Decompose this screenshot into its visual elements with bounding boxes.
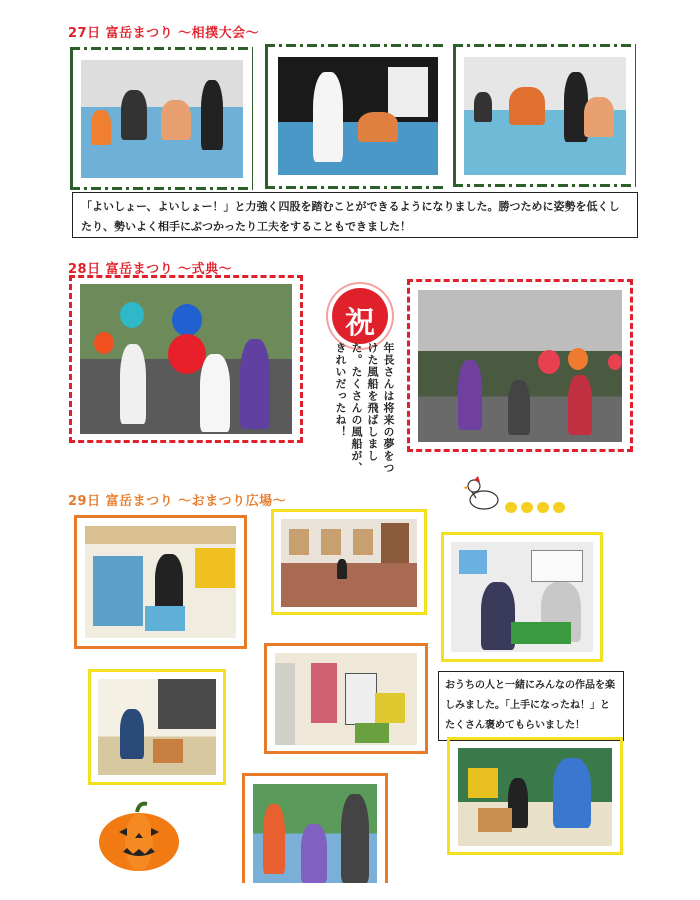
photo-frame-sumo-2 <box>265 44 447 189</box>
balloon-icon <box>120 302 144 328</box>
photo-frame-festival-6 <box>447 737 623 855</box>
caption-ceremony: 年長さんは将来の夢をつけた風船を飛ばしました。たくさんの風船が、きれいだったね！ <box>334 342 395 474</box>
photo-frame-festival-2 <box>271 509 427 615</box>
photo-festival-1 <box>85 526 236 638</box>
bird-icon <box>462 476 502 512</box>
photo-sumo-1 <box>81 60 243 178</box>
photo-frame-ceremony-1 <box>69 275 303 443</box>
badge-label: 祝 <box>345 306 375 341</box>
photo-ceremony-2 <box>418 290 622 442</box>
photo-festival-2 <box>281 519 417 607</box>
section-heading-ceremony: 28日 富岳まつり ～式典～ <box>68 262 233 277</box>
section-heading-festival-square: 29日 富岳まつり ～おまつり広場～ <box>68 494 287 509</box>
photo-festival-3 <box>451 542 593 652</box>
photo-ceremony-1 <box>80 284 292 434</box>
photo-festival-4 <box>98 679 216 775</box>
photo-sumo-2 <box>278 57 438 175</box>
photo-frame-festival-7 <box>242 773 388 883</box>
photo-festival-7 <box>253 784 377 883</box>
balloon-icon <box>172 304 202 336</box>
photo-frame-sumo-3 <box>453 44 636 187</box>
photo-festival-6 <box>458 748 612 846</box>
chick-icon <box>537 502 549 513</box>
photo-festival-5 <box>275 653 417 745</box>
photo-frame-ceremony-2 <box>407 279 633 452</box>
photo-frame-festival-1 <box>74 515 247 649</box>
photo-frame-festival-5 <box>264 643 428 754</box>
section-heading-sumo: 27日 富岳まつり ～相撲大会～ <box>68 26 260 41</box>
caption-sumo: 「よいしょー、よいしょー！」と力強く四股を踏むことができるようになりました。勝つために姿勢を低くしたり、勢いよく相手にぶつかったり工夫をすることもできました！ <box>72 192 638 238</box>
chick-icon <box>521 502 533 513</box>
balloon-icon <box>538 350 560 374</box>
balloon-icon <box>168 334 206 374</box>
chick-icon <box>505 502 517 513</box>
caption-festival-square: おうちの人と一緒にみんなの作品を楽しみました。「上手になったね！」とたくさん褒めてもらいました！ <box>438 671 624 741</box>
balloon-icon <box>568 348 588 370</box>
celebration-badge-icon <box>332 288 388 344</box>
photo-sumo-3 <box>464 57 626 175</box>
photo-frame-festival-4 <box>88 669 226 785</box>
pumpkin-icon <box>97 800 181 872</box>
chick-row <box>505 502 567 516</box>
balloon-icon <box>608 354 622 370</box>
photo-frame-sumo-1 <box>70 47 253 190</box>
chick-icon <box>553 502 565 513</box>
balloon-icon <box>94 332 114 354</box>
photo-frame-festival-3 <box>441 532 603 662</box>
